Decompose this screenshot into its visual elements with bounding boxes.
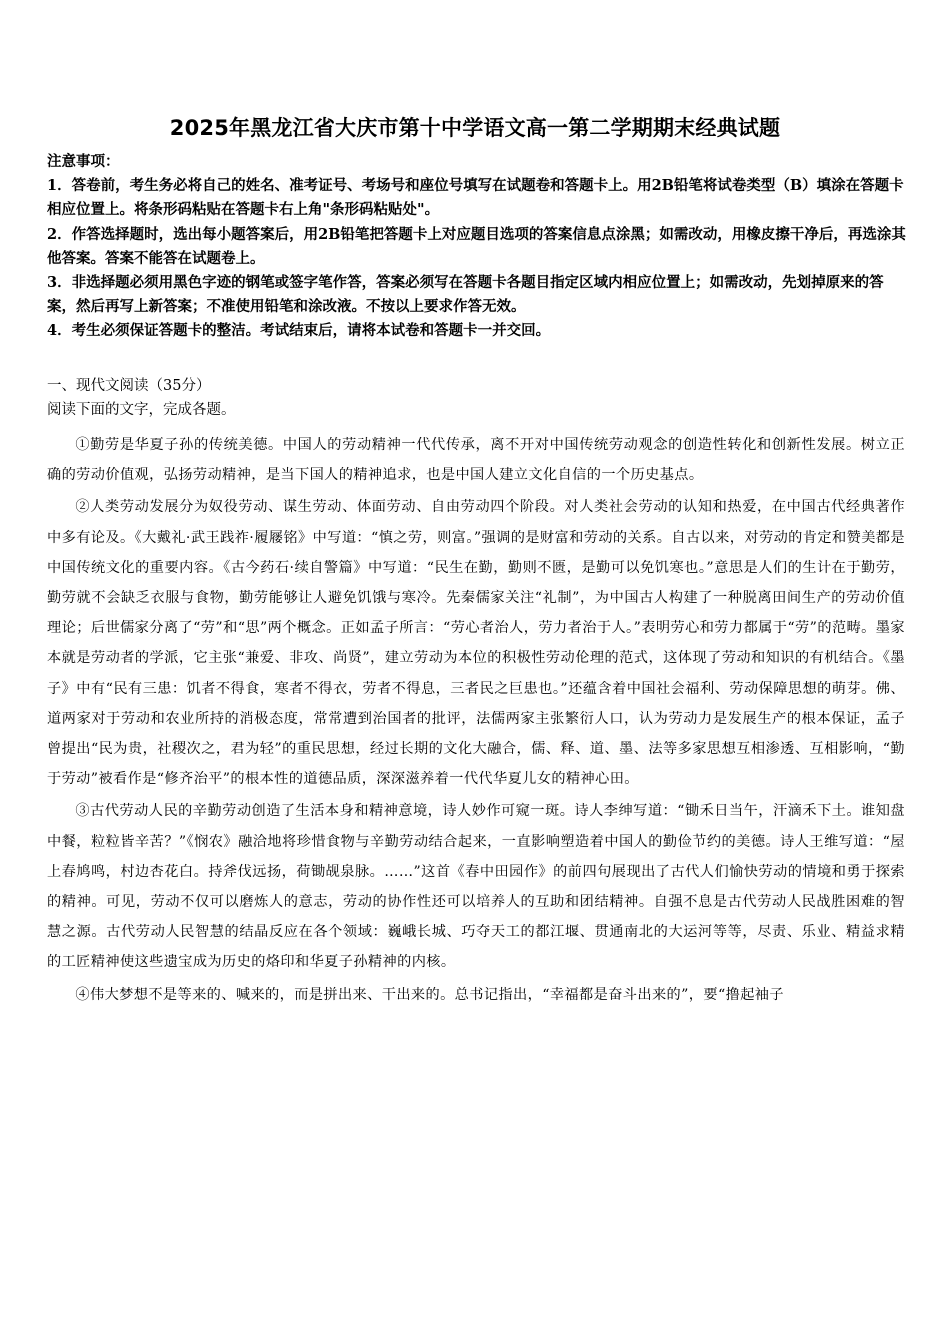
- paragraph-1: ①勤劳是华夏子孙的传统美德。中国人的劳动精神一代代传承，离不开对中国传统劳动观念的创造性转化和创新性发展。树立正确的劳动价值观，弘扬劳动精神，是当下国人的精神追求，也是中国人建立文化自信的一个历史基点。: [47, 437, 905, 484]
- notice-heading: 注意事项：: [47, 153, 120, 170]
- notice-item-4: 4．考生必须保证答题卡的整洁。考试结束后，请将本试卷和答题卡一并交回。: [47, 322, 551, 340]
- notice-item-2: 2．作答选择题时，选出每小题答案后，用2B铅笔把答题卡上对应题目选项的答案信息点涂黑；如需改动，用橡皮擦干净后，再选涂其他答案。答案不能答在试题卷上。: [47, 225, 906, 267]
- paragraph-3: ③古代劳动人民的辛勤劳动创造了生活本身和精神意境，诗人妙作可窥一斑。诗人李绅写道：“锄禾日当午，汗滴禾下土。谁知盘中餐，粒粒皆辛苦？”《悯农》融洽地将珍惜食物与辛勤劳动结合起来，一直影响塑造着中国人的勤俭节约的美德。诗人王维写道：“屋上春鸠鸣，村边杏花白。持斧伐远扬，荷锄觇泉脉。……”这首《春中田园作》的前四句展现出了古代人们愉快劳动的情境和勇于探索的精神。可见，劳动不仅可以磨炼人的意志，劳动的协作性还可以培养人的互助和团结精神。自强不息是古代劳动人民战胜困难的智慧之源。古代劳动人民智慧的结晶反应在各个领域：巍峨长城、巧夺天工的都江堰、贯通南北的大运河等等，尽责、乐业、精益求精的工匠精神使这些遗宝成为历史的烙印和华夏子孙精神的内核。: [47, 803, 905, 971]
- notice-item-3: 3．非选择题必须用黑色字迹的钢笔或签字笔作答，答案必须写在答题卡各题目指定区域内相应位置上；如需改动，先划掉原来的答案，然后再写上新答案；不准使用铅笔和涂改液。不按以上要求作答无效。: [47, 274, 884, 316]
- section-heading: 一、现代文阅读（35分）: [47, 378, 211, 394]
- notice-item-1: 1．答卷前，考生务必将自己的姓名、准考证号、考场号和座位号填写在试题卷和答题卡上。用2B铅笔将试卷类型（B）填涂在答题卡相应位置上。将条形码粘贴在答题卡右上角"条形码粘贴处"。: [47, 177, 904, 219]
- exam-title: 2025年黑龙江省大庆市第十中学语文高一第二学期期末经典试题: [169, 116, 781, 140]
- notice-block: [47, 150, 907, 344]
- paragraph-2: ②人类劳动发展分为奴役劳动、谋生劳动、体面劳动、自由劳动四个阶段。对人类社会劳动的认知和热爱，在中国古代经典著作中多有论及。《大戴礼·武王践祚·履屦铭》中写道：“慎之劳，则富。”强调的是财富和劳动的关系。自古以来，对劳动的肯定和赞美都是中国传统文化的重要内容。《古今药石·续自警篇》中写道：“民生在勤，勤则不匮，是勤可以免饥寒也。”意思是人们的生计在于勤劳，勤劳就不会缺乏衣服与食物，勤劳能够让人避免饥饿与寒冷。先秦儒家关注“礼制”，为中国古人构建了一种脱离田间生产的劳动价值理论；后世儒家分离了“劳”和“思”两个概念。正如孟子所言：“劳心者治人，劳力者治于人。”表明劳心和劳力都属于“劳”的范畴。墨家本就是劳动者的学派，它主张“兼爱、非攻、尚贤”，建立劳动为本位的积极性劳动伦理的范式，这体现了劳动和知识的有机结合。《墨子》中有“民有三患：饥者不得食，寒者不得衣，劳者不得息，三者民之巨患也。”还蕴含着中国社会福利、劳动保障思想的萌芽。佛、道两家对于劳动和农业所持的消极态度，常常遭到治国者的批评，法儒两家主张繁衍人口，认为劳动力是发展生产的根本保证，孟子曾提出“民为贵，社稷次之，君为轻”的重民思想，经过长期的文化大融合，儒、释、道、墨、法等多家思想互相渗透、互相影响，“勤于劳动”被看作是“修齐治平”的根本性的道德品质，深深滋养着一代代华夏儿女的精神心田。: [47, 499, 905, 788]
- paragraph-4: ④伟大梦想不是等来的、喊来的，而是拼出来、干出来的。总书记指出，“幸福都是奋斗出来的”，要“撸起袖子: [75, 986, 784, 1003]
- reading-passage: [47, 430, 905, 1012]
- section-instruction: 阅读下面的文字，完成各题。: [47, 402, 236, 418]
